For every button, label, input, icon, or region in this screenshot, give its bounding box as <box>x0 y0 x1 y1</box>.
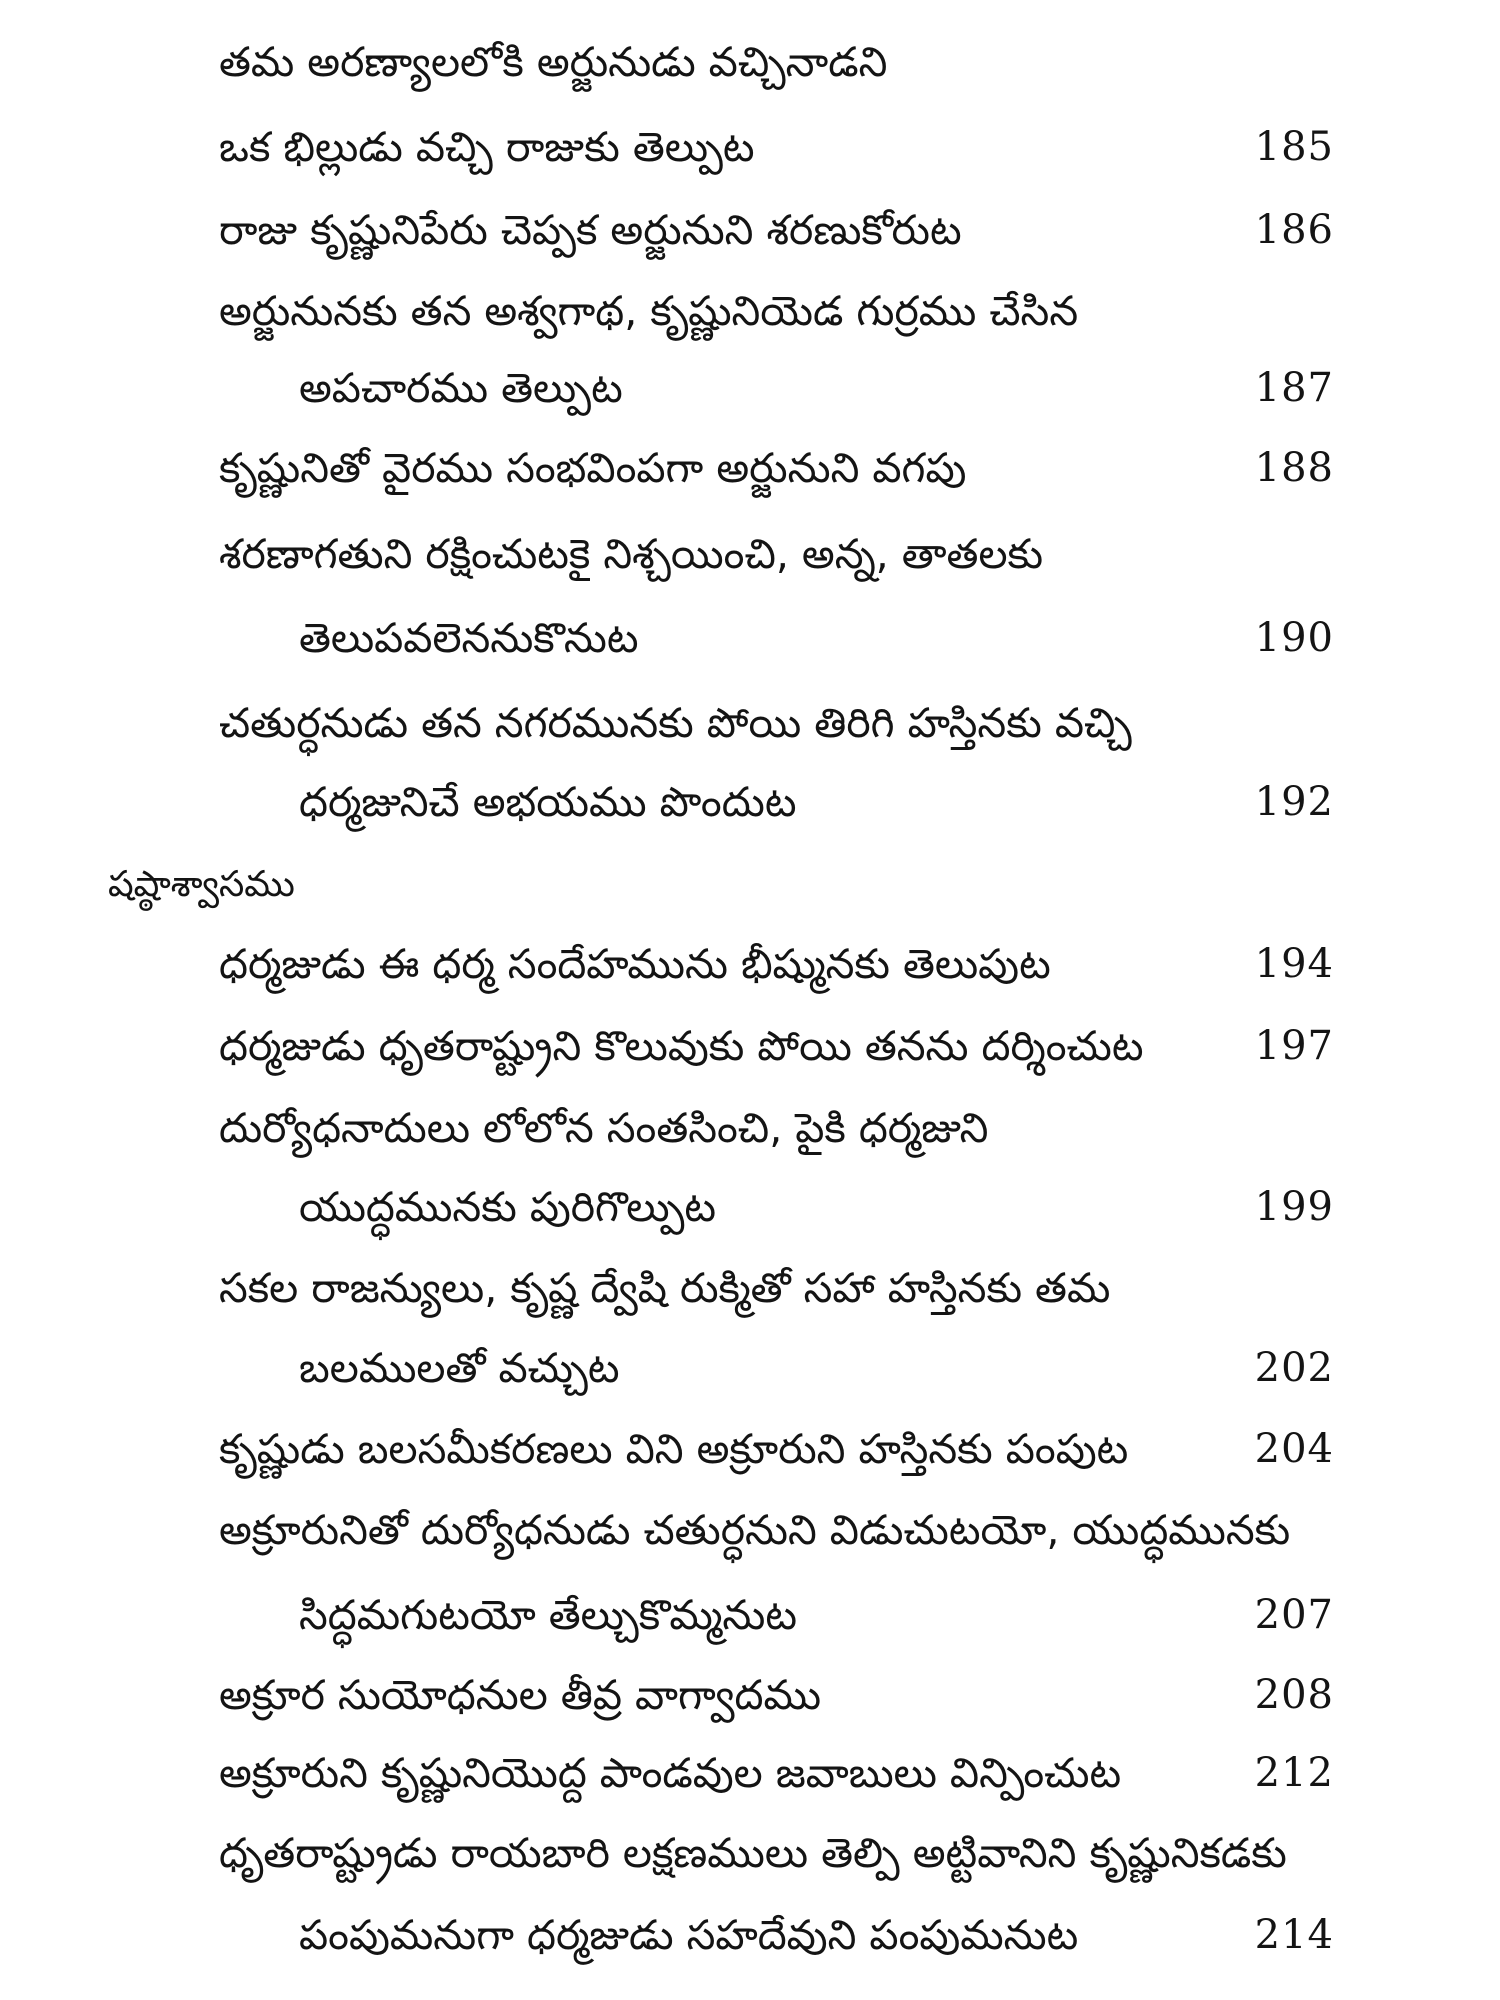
toc-line <box>0 195 1500 265</box>
toc-entry-text: కృష్ణునితో వైరము సంభవింపగా అర్జునుని వగపు <box>219 444 967 492</box>
toc-entry-text: ధర్మజుడు ధృతరాష్ట్రుని కొలువుకు పోయి తనను దర్శించుట <box>219 1022 1144 1070</box>
toc-entry-text: ఒక భిల్లుడు వచ్చి రాజుకు తెల్పుట <box>219 123 755 171</box>
toc-line <box>0 688 1500 758</box>
toc-line <box>0 27 1500 97</box>
toc-entry-text: తెలుపవలెననుకొనుట <box>299 614 639 662</box>
toc-entry-text: అర్జునునకు తన అశ్వగాథ, కృష్ణునియెడ గుర్రము చేసిన <box>219 287 1079 335</box>
toc-line <box>0 433 1500 503</box>
toc-line <box>0 353 1500 423</box>
toc-page-number: 197 <box>1254 1023 1334 1069</box>
toc-page-number: 199 <box>1254 1184 1334 1230</box>
toc-entry-text: సిద్ధమగుటయో తేల్చుకొమ్మనుట <box>299 1591 798 1639</box>
toc-line <box>0 1172 1500 1242</box>
toc-line <box>0 1660 1500 1730</box>
toc-line <box>0 1253 1500 1323</box>
toc-entry-text: ధృతరాష్ట్రుడు రాయబారి లక్షణములు తెల్పి అట్టివానిని కృష్ణునికడకు <box>219 1829 1287 1877</box>
toc-line <box>0 603 1500 673</box>
toc-line <box>0 929 1500 999</box>
section-heading <box>0 850 1500 920</box>
toc-page-number: 190 <box>1254 615 1334 661</box>
toc-line <box>0 112 1500 182</box>
toc-entry-text: అక్రూరుని కృష్ణునియొద్ద పాండవుల జవాబులు విన్పించుట <box>219 1749 1122 1797</box>
toc-entry-text: అక్రూరునితో దుర్యోధనుడు చతుర్ధనుని విడుచుటయో, యుద్ధమునకు <box>219 1506 1291 1554</box>
section-heading-text: షష్ఠాశ్వాసము <box>108 864 295 905</box>
toc-entry-text: శరణాగతుని రక్షించుటకై నిశ్చయించి, అన్న, తాతలకు <box>219 530 1044 578</box>
toc-entry-text: చతుర్ధనుడు తన నగరమునకు పోయి తిరిగి హస్తినకు వచ్చి <box>219 699 1132 747</box>
toc-line <box>0 1900 1500 1970</box>
toc-line <box>0 1414 1500 1484</box>
toc-page-number: 214 <box>1254 1912 1334 1958</box>
toc-entry-text: అక్రూర సుయోధనుల తీవ్ర వాగ్వాదము <box>219 1671 822 1719</box>
toc-line <box>0 276 1500 346</box>
toc-entry-text: ధర్మజుడు ఈ ధర్మ సందేహమును భీష్మునకు తెలుపుట <box>219 940 1051 988</box>
toc-line <box>0 1093 1500 1163</box>
toc-page-number: 204 <box>1254 1426 1334 1472</box>
toc-line <box>0 767 1500 837</box>
toc-page-number: 208 <box>1254 1672 1334 1718</box>
toc-line <box>0 1495 1500 1565</box>
toc-page-number: 192 <box>1254 779 1334 825</box>
toc-page-number: 188 <box>1254 445 1334 491</box>
toc-line <box>0 1580 1500 1650</box>
toc-page-number: 212 <box>1254 1750 1334 1796</box>
toc-entry-text: ధర్మజునిచే అభయము పొందుట <box>299 778 797 826</box>
toc-page-number: 194 <box>1254 941 1334 987</box>
toc-page-number: 186 <box>1254 207 1334 253</box>
toc-entry-text: తమ అరణ్యాలలోకి అర్జునుడు వచ్చినాడని <box>219 38 888 86</box>
toc-entry-text: అపచారము తెల్పుట <box>299 364 623 412</box>
toc-entry-text: బలములతో వచ్చుట <box>299 1344 620 1392</box>
toc-entry-text: కృష్ణుడు బలసమీకరణలు విని అక్రూరుని హస్తినకు పంపుట <box>219 1425 1129 1473</box>
toc-page-number: 187 <box>1254 365 1334 411</box>
toc-entry-text: రాజు కృష్ణునిపేరు చెప్పక అర్జునుని శరణుకోరుట <box>219 206 962 254</box>
toc-page-number: 202 <box>1254 1345 1334 1391</box>
toc-line <box>0 1818 1500 1888</box>
toc-line <box>0 519 1500 589</box>
toc-entry-text: సకల రాజన్యులు, కృష్ణ ద్వేషి రుక్మితో సహా హస్తినకు తమ <box>219 1264 1111 1312</box>
toc-line <box>0 1011 1500 1081</box>
toc-page-number: 185 <box>1254 124 1334 170</box>
toc-entry-text: దుర్యోధనాదులు లోలోన సంతసించి, పైకి ధర్మజుని <box>219 1104 989 1152</box>
toc-line <box>0 1738 1500 1808</box>
toc-page-number: 207 <box>1254 1592 1334 1638</box>
toc-entry-text: పంపుమనుగా ధర్మజుడు సహదేవుని పంపుమనుట <box>299 1911 1079 1959</box>
toc-line <box>0 1333 1500 1403</box>
toc-entry-text: యుద్ధమునకు పురిగొల్పుట <box>299 1183 717 1231</box>
